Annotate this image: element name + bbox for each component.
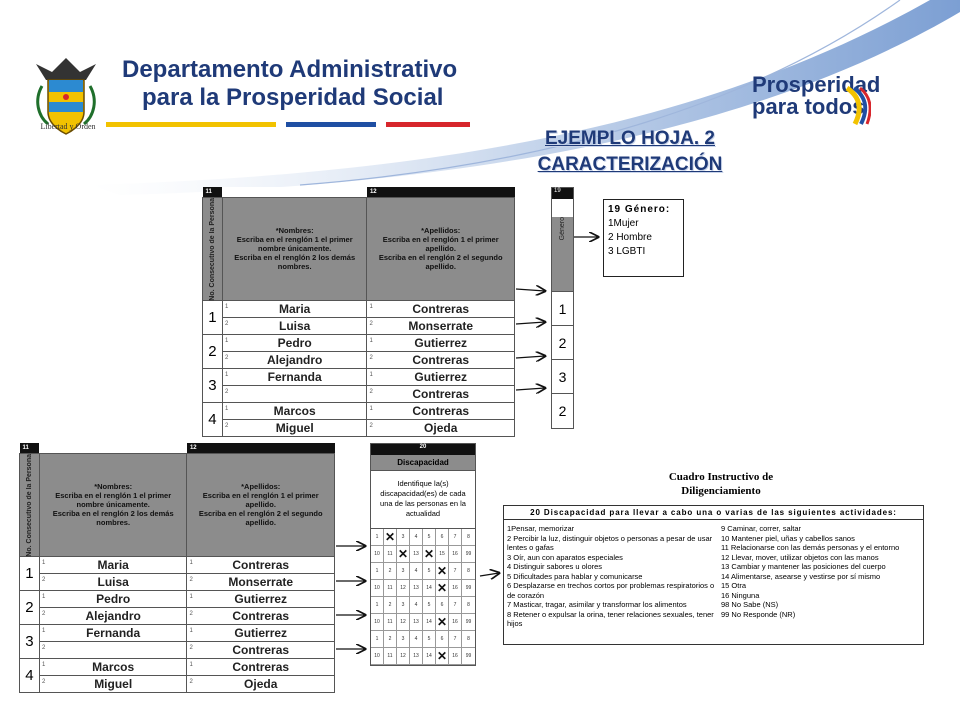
instructivo-item: 3 Oír, aun con aparatos especiales: [507, 552, 623, 562]
discapacidad-option-cell[interactable]: 3: [397, 631, 410, 648]
name-cell[interactable]: 1 Pedro: [222, 335, 367, 352]
names-form-table-bottom: [19, 443, 335, 693]
brand-line1: Prosperidad: [752, 72, 881, 97]
brand-line2: para todos: [752, 94, 865, 119]
name-cell[interactable]: 2 Miguel: [39, 676, 187, 693]
name-cell[interactable]: 1 Fernanda: [39, 625, 187, 642]
person-number: 2: [20, 591, 40, 625]
discapacidad-option-cell[interactable]: 5: [423, 529, 436, 546]
arrow-discapacidad-instructivo: [480, 573, 499, 576]
discapacidad-title: Discapacidad: [371, 455, 475, 471]
surname-cell[interactable]: 1 Contreras: [187, 659, 335, 676]
discapacidad-option-cell[interactable]: 11: [384, 580, 397, 597]
discapacidad-option-cell[interactable]: 8: [462, 563, 475, 580]
discapacidad-option-cell[interactable]: 1: [371, 563, 384, 580]
genero-value[interactable]: 1: [552, 292, 573, 326]
flag-color-bar: [106, 122, 470, 127]
instructivo-item: 14 Alimentarse, asearse y vestirse por sí mismo: [721, 571, 881, 581]
person-number: 2: [203, 335, 223, 369]
arrow-person1-genero: [516, 289, 545, 291]
instructivo-item: 13 Cambiar y mantener las posiciones del cuerpo: [721, 562, 886, 571]
instructivo-item: 7 Masticar, tragar, asimilar y transformar los alimentos: [507, 600, 687, 609]
names-form-table-top: [202, 187, 515, 437]
surname-cell[interactable]: 1 Contreras: [187, 557, 335, 574]
discapacidad-column: [370, 443, 476, 666]
instructivo-item: 16 Ninguna: [721, 590, 760, 600]
name-cell[interactable]: 1 Maria: [222, 301, 367, 318]
discapacidad-option-cell[interactable]: 5: [423, 631, 436, 648]
instructivo-item: 12 Llevar, mover, utilizar objetos con las manos: [721, 552, 879, 562]
discapacidad-option-cell[interactable]: 4: [410, 597, 423, 614]
name-cell[interactable]: 1 Fernanda: [222, 369, 367, 386]
discapacidad-option-cell[interactable]: 2: [384, 563, 397, 580]
instructivo-heading: 20 Discapacidad para llevar a cabo una o varias de las siguientes actividades:: [504, 506, 923, 520]
surname-cell[interactable]: 2 Monserrate: [187, 574, 335, 591]
col-12-label: 12: [187, 443, 335, 453]
instructivo-item: 5 Dificultades para hablar y comunicarse: [507, 571, 643, 581]
discapacidad-option-cell[interactable]: 14: [423, 648, 436, 665]
instructivo-item: 4 Distinguir sabores u olores: [507, 562, 603, 571]
name-cell[interactable]: 2 Luisa: [222, 318, 367, 335]
discapacidad-option-cell[interactable]: 10: [371, 614, 384, 631]
discapacidad-option-cell[interactable]: 1: [371, 631, 384, 648]
discapacidad-option-cell[interactable]: 99: [462, 580, 475, 597]
discapacidad-option-cell[interactable]: 11: [384, 648, 397, 665]
name-cell[interactable]: 1 Pedro: [39, 591, 187, 608]
discapacidad-option-cell[interactable]: 16: [449, 648, 462, 665]
instructivo-title: [636, 470, 806, 498]
nombres-header: *Nombres: Escriba en el renglón 1 el primer nombre únicamente. Escriba en el renglón 2 los demás nombres.: [222, 197, 367, 301]
discapacidad-option-cell[interactable]: [397, 546, 410, 563]
discapacidad-option-cell[interactable]: 4: [410, 529, 423, 546]
genero-legend-box: [603, 199, 684, 277]
brand-flag-ribbon: [845, 86, 871, 126]
surname-cell[interactable]: 2 Monserrate: [367, 318, 515, 335]
surname-cell[interactable]: 1 Gutierrez: [187, 625, 335, 642]
discapacidad-option-cell[interactable]: [436, 614, 449, 631]
document-title: [512, 126, 748, 178]
apellidos-header: *Apellidos: Escriba en el renglón 1 el primer apellido. Escriba en el renglón 2 el segundo apellido.: [187, 453, 335, 557]
discapacidad-option-cell[interactable]: 7: [449, 597, 462, 614]
name-cell[interactable]: 2 Alejandro: [222, 352, 367, 369]
discapacidad-option-cell[interactable]: 4: [410, 563, 423, 580]
discapacidad-option-cell[interactable]: 10: [371, 546, 384, 563]
discapacidad-option-cell[interactable]: 1: [371, 597, 384, 614]
discapacidad-option-cell[interactable]: 2: [384, 597, 397, 614]
discapacidad-option-cell[interactable]: 7: [449, 529, 462, 546]
document-title-line2: CARACTERIZACIÓN: [537, 154, 723, 175]
genero-option: 3 LGBTI: [608, 246, 646, 257]
genero-value[interactable]: 3: [552, 360, 573, 394]
surname-cell[interactable]: 1 Contreras: [367, 403, 515, 420]
instructivo-item: 1Pensar, memorizar: [507, 524, 575, 533]
discapacidad-option-cell[interactable]: 99: [462, 546, 475, 563]
discapacidad-option-cell[interactable]: 16: [449, 580, 462, 597]
genero-option: 1Mujer: [608, 218, 639, 229]
col-20-label: 20: [371, 444, 475, 455]
discapacidad-option-cell[interactable]: 16: [449, 546, 462, 563]
instructivo-title-line2: Diligenciamiento: [681, 485, 761, 497]
discapacidad-option-cell[interactable]: 10: [371, 580, 384, 597]
surname-cell[interactable]: 1 Gutierrez: [367, 335, 515, 352]
department-title-line1: Departamento Administrativo: [122, 56, 458, 83]
discapacidad-option-cell[interactable]: [436, 580, 449, 597]
discapacidad-option-cell[interactable]: 7: [449, 563, 462, 580]
discapacidad-option-cell[interactable]: 12: [397, 614, 410, 631]
department-title: [122, 56, 457, 112]
instructivo-item: 15 Otra: [721, 581, 747, 590]
name-cell[interactable]: 2 Luisa: [39, 574, 187, 591]
instructivo-item: 99 No Responde (NR): [721, 609, 796, 619]
discapacidad-option-cell[interactable]: [436, 563, 449, 580]
surname-cell[interactable]: 1 Gutierrez: [187, 591, 335, 608]
person-number: 1: [20, 557, 40, 591]
person-number: 3: [20, 625, 40, 659]
instructivo-item: 2 Percibir la luz, distinguir objetos o personas a pesar de usar lentes o gafas: [507, 533, 713, 552]
discapacidad-option-cell[interactable]: 6: [436, 631, 449, 648]
discapacidad-option-cell[interactable]: [436, 648, 449, 665]
discapacidad-option-cell[interactable]: [384, 529, 397, 546]
person-number: 1: [203, 301, 223, 335]
name-cell[interactable]: 2: [222, 386, 367, 403]
surname-cell[interactable]: 1 Contreras: [367, 301, 515, 318]
name-cell[interactable]: 1 Marcos: [39, 659, 187, 676]
discapacidad-option-cell[interactable]: 13: [410, 580, 423, 597]
discapacidad-grid: [371, 529, 475, 665]
name-cell[interactable]: 1 Marcos: [222, 403, 367, 420]
discapacidad-option-cell[interactable]: 14: [423, 614, 436, 631]
instructivo-item: 10 Mantener piel, uñas y cabellos sanos: [721, 533, 855, 543]
instructivo-column-2: [717, 524, 920, 629]
name-cell[interactable]: 2 Miguel: [222, 420, 367, 437]
discapacidad-option-cell[interactable]: 11: [384, 546, 397, 563]
instructivo-item: 8 Retener o expulsar la orina, tener relaciones sexuales, tener hijos: [507, 609, 714, 628]
arrow-person3-genero: [516, 356, 545, 358]
discapacidad-option-cell[interactable]: 2: [384, 631, 397, 648]
genero-option: 2 Hombre: [608, 232, 652, 243]
apellidos-header: *Apellidos: Escriba en el renglón 1 el primer apellido. Escriba en el renglón 2 el segundo apellido.: [367, 197, 515, 301]
instructivo-item: 6 Desplazarse en trechos cortos por problemas respiratorios o de corazón: [507, 581, 715, 600]
discapacidad-option-cell[interactable]: 6: [436, 529, 449, 546]
discapacidad-option-cell[interactable]: 4: [410, 631, 423, 648]
instructivo-box: [503, 505, 924, 645]
col-19-label: 19: [552, 188, 573, 199]
name-cell[interactable]: 2: [39, 642, 187, 659]
instructivo-item: 9 Caminar, correr, saltar: [721, 524, 802, 533]
nombres-header: *Nombres: Escriba en el renglón 1 el primer nombre únicamente. Escriba en el renglón 2 los demás nombres.: [39, 453, 187, 557]
discapacidad-option-cell[interactable]: 5: [423, 597, 436, 614]
discapacidad-option-cell[interactable]: 13: [410, 546, 423, 563]
discapacidad-option-cell[interactable]: 14: [423, 580, 436, 597]
discapacidad-option-cell[interactable]: [423, 546, 436, 563]
discapacidad-subtitle: Identifique la(s) discapacidad(es) de cada una de las personas en la actualidad: [371, 471, 475, 529]
consecutivo-header: No. Consecutivo de la Persona: [203, 197, 223, 301]
form-rows: [20, 557, 335, 693]
form-rows: [203, 301, 515, 437]
discapacidad-option-cell[interactable]: 8: [462, 529, 475, 546]
discapacidad-option-cell[interactable]: 1: [371, 529, 384, 546]
surname-cell[interactable]: 2 Contreras: [367, 352, 515, 369]
name-cell[interactable]: 2 Alejandro: [39, 608, 187, 625]
surname-cell[interactable]: 2 Contreras: [367, 386, 515, 403]
department-title-line2: para la Prosperidad Social: [142, 84, 444, 111]
discapacidad-option-cell[interactable]: 13: [410, 648, 423, 665]
person-number: 3: [203, 369, 223, 403]
discapacidad-option-cell[interactable]: 3: [397, 597, 410, 614]
genero-column: [551, 187, 574, 429]
instructivo-item: 98 No Sabe (NS): [721, 600, 779, 609]
discapacidad-option-cell[interactable]: 13: [410, 614, 423, 631]
genero-value[interactable]: 2: [558, 403, 567, 419]
discapacidad-option-cell[interactable]: 3: [397, 529, 410, 546]
genero-header: Género: [552, 217, 573, 292]
discapacidad-option-cell[interactable]: 8: [462, 597, 475, 614]
discapacidad-option-cell[interactable]: 6: [436, 597, 449, 614]
genero-value[interactable]: 2: [552, 326, 573, 360]
discapacidad-option-cell[interactable]: 11: [384, 614, 397, 631]
discapacidad-option-cell[interactable]: 16: [449, 614, 462, 631]
consecutivo-header: No. Consecutivo de la Persona: [20, 453, 40, 557]
instructivo-title-line1: Cuadro Instructivo de: [668, 471, 774, 483]
surname-cell[interactable]: 1 Gutierrez: [367, 369, 515, 386]
instructivo-column-1: [507, 524, 717, 629]
discapacidad-option-cell[interactable]: 5: [423, 563, 436, 580]
person-number: 4: [203, 403, 223, 437]
crest-motto: Libertad y Orden: [40, 122, 96, 131]
discapacidad-option-cell[interactable]: 99: [462, 614, 475, 631]
name-cell[interactable]: 1 Maria: [39, 557, 187, 574]
document-title-line1: EJEMPLO HOJA. 2: [545, 128, 715, 149]
discapacidad-option-cell[interactable]: 15: [436, 546, 449, 563]
surname-cell[interactable]: 2 Contreras: [187, 608, 335, 625]
discapacidad-option-cell[interactable]: 12: [397, 648, 410, 665]
discapacidad-option-cell[interactable]: 10: [371, 648, 384, 665]
instructivo-item: 11 Relacionarse con las demás personas y el entorno: [721, 543, 900, 552]
surname-cell[interactable]: 2 Ojeda: [367, 420, 515, 437]
surname-cell[interactable]: 2 Ojeda: [187, 676, 335, 693]
col-11-label: 11: [203, 187, 223, 197]
discapacidad-option-cell[interactable]: 8: [462, 631, 475, 648]
discapacidad-option-cell[interactable]: 12: [397, 580, 410, 597]
arrow-person4-genero: [516, 388, 545, 390]
arrow-person2-genero: [516, 322, 545, 324]
surname-cell[interactable]: 2 Contreras: [187, 642, 335, 659]
col-12-label: 12: [367, 187, 515, 197]
discapacidad-option-cell[interactable]: 7: [449, 631, 462, 648]
discapacidad-option-cell[interactable]: 99: [462, 648, 475, 665]
genero-legend-title: 19 Género:: [608, 204, 671, 215]
discapacidad-option-cell[interactable]: 3: [397, 563, 410, 580]
col-11-label: 11: [20, 443, 40, 453]
person-number: 4: [20, 659, 40, 693]
